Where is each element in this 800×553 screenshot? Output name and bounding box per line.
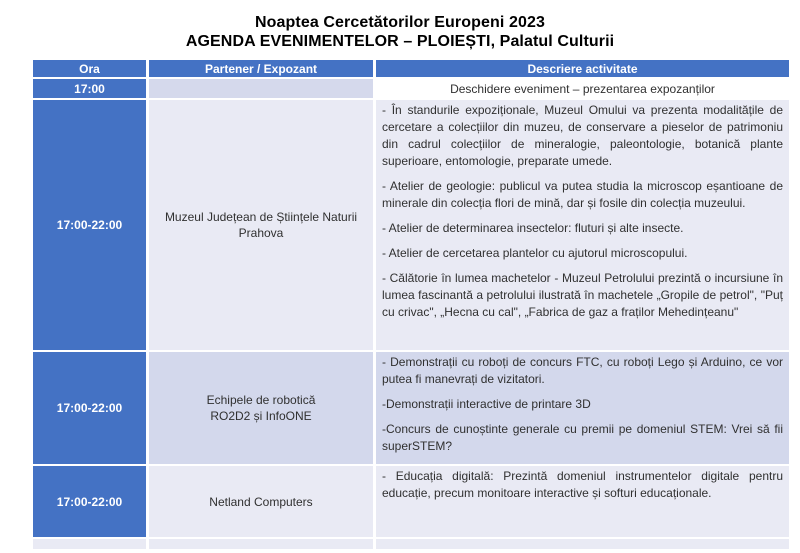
partner-cell	[149, 352, 373, 464]
table-row-muzeul	[33, 100, 789, 350]
partner-line: Muzeul Județean de Științele Naturii	[164, 210, 358, 224]
description-cell	[376, 466, 789, 537]
time-cell: 17:00-22:00	[33, 100, 146, 350]
agenda-table	[33, 60, 789, 549]
header-cell-descriere: Descriere activitate	[376, 60, 789, 77]
description-paragraph: - Demonstrații cu roboți de concurs FTC, cu roboți Lego și Arduino, ce vor putea fi manevrați de vizitatori.	[382, 355, 783, 386]
partner-line: Echipele de robotică	[206, 393, 316, 407]
description-cell	[376, 352, 789, 464]
partner-line: Prahova	[238, 226, 284, 240]
page-title	[0, 0, 800, 51]
time-cell: 17:00-22:00	[33, 466, 146, 537]
description-cell: Deschidere eveniment – prezentarea expozanților	[376, 79, 789, 98]
header-cell-partener: Partener / Expozant	[149, 60, 373, 77]
table-header-row	[33, 60, 789, 77]
description-cell	[376, 100, 789, 350]
partner-line: RO2D2 și InfoONE	[210, 409, 312, 423]
description-paragraph: -Concurs de cunoștinte generale cu premii pe domeniul STEM: Vrei să fii superSTEM?	[382, 422, 783, 453]
description-paragraph: -Demonstrații interactive de printare 3D	[382, 397, 591, 411]
header-cell-ora: Ora	[33, 60, 146, 77]
table-row-opening	[33, 79, 789, 98]
partial-cell	[149, 539, 373, 549]
title-line-1: Noaptea Cercetătorilor Europeni 2023	[255, 14, 545, 31]
time-cell: 17:00	[33, 79, 146, 98]
description-paragraph: - Călătorie în lumea machetelor - Muzeul Petrolului prezintă o incursiune în lumea fascinantă a petrolului ilustrată în machetele „Gropile de petrol", "Puț cu crivac", „Hecna cu cal", „Fabrica de gaz a fraților Mehedințeanu"	[382, 271, 783, 319]
title-line-2: AGENDA EVENIMENTELOR – PLOIEȘTI, Palatul Culturii	[185, 33, 615, 50]
description-paragraph: - Educația digitală: Prezintă domeniul instrumentelor digitale pentru educație, precum monitoare interactive și softuri educaționale.	[382, 469, 783, 500]
partner-cell	[149, 79, 373, 98]
description-paragraph: - Atelier de determinarea insectelor: fluturi și alte insecte.	[382, 221, 684, 235]
description-paragraph: - În standurile expoziționale, Muzeul Omului va prezenta modalitățile de cercetare a colecțiilor din muzeu, de conservare a pieselor de patrimoniu din cadrul colecțiilor de mineralogie, paleontologie, botanică plante superioare, entomologie, preparate umede.	[382, 103, 783, 168]
table-row-partial	[33, 539, 789, 549]
time-cell: 17:00-22:00	[33, 352, 146, 464]
partner-cell	[149, 100, 373, 350]
partial-cell	[33, 539, 146, 549]
partner-cell	[149, 466, 373, 537]
description-paragraph: - Atelier de cercetarea plantelor cu ajutorul microscopului.	[382, 246, 688, 260]
partner-line: Netland Computers	[209, 494, 313, 509]
partial-cell	[376, 539, 789, 549]
description-paragraph: - Atelier de geologie: publicul va putea studia la microscop eșantioane de minerale din colecția flori de mină, dar și fosile din colecția muzeului.	[382, 179, 783, 210]
table-row-robotica	[33, 352, 789, 464]
table-row-netland	[33, 466, 789, 537]
